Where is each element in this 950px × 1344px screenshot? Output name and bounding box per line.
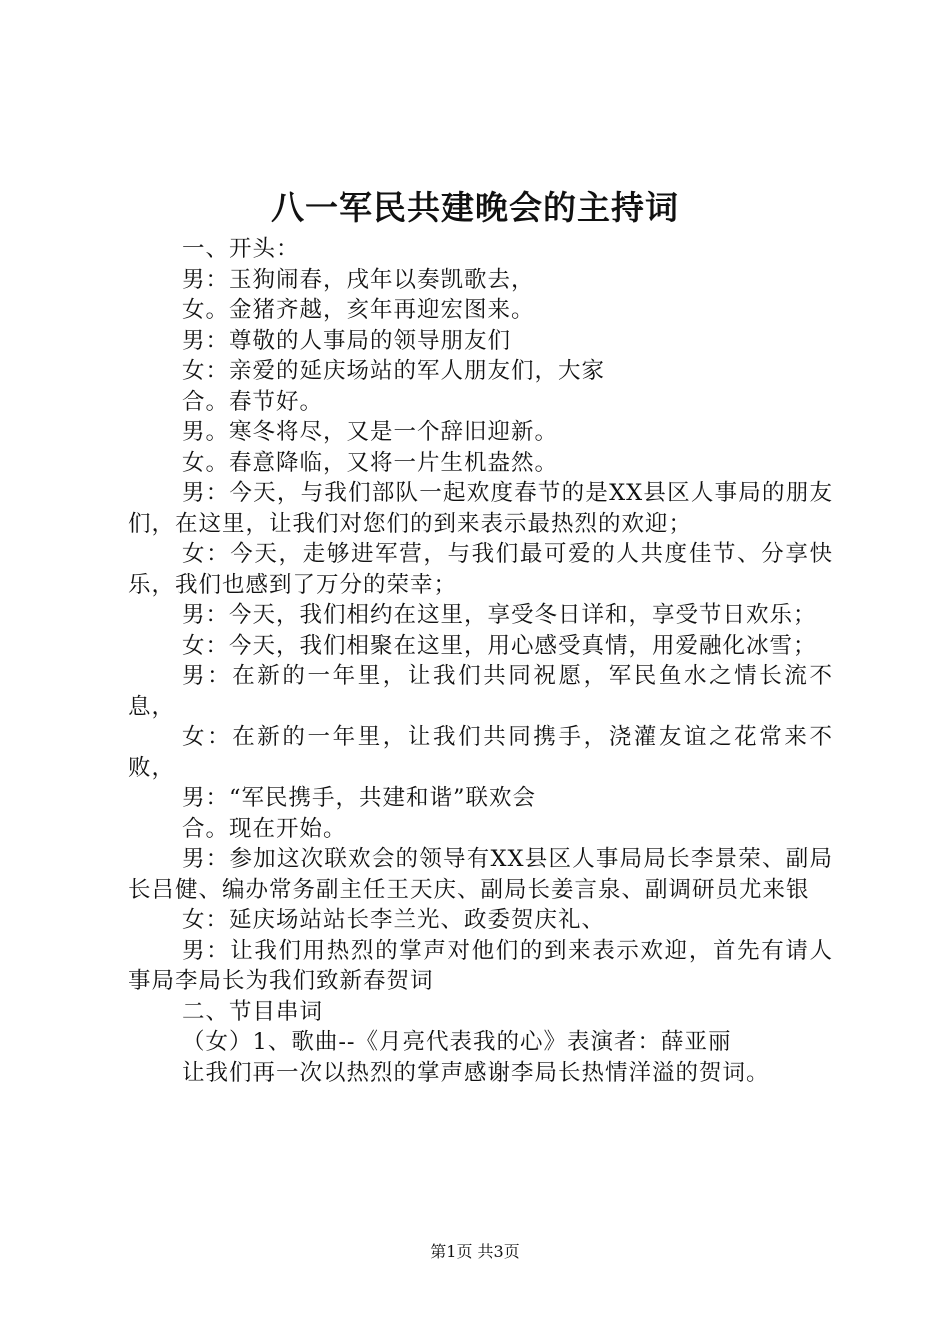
paragraph: 合。现在开始。 [182, 815, 347, 842]
paragraph: 男：今天，我们相约在这里，享受冬日详和，享受节日欢乐； [182, 602, 817, 628]
paragraph: 女。金猪齐越，亥年再迎宏图来。 [182, 297, 535, 323]
paragraph: 男：参加这次联欢会的领导有XX县区人事局局长李景荣、副局长吕健、编办常务副主任王天庆、副局长姜言泉、副调研员尤来银 [128, 846, 833, 903]
paragraph: 男：尊敬的人事局的领导朋友们 [182, 327, 512, 354]
paragraph: 男：在新的一年里，让我们共同祝愿，军民鱼水之情长流不息， [128, 663, 833, 720]
document-body [128, 234, 833, 1088]
paragraph: 让我们再一次以热烈的掌声感谢李局长热情洋溢的贺词。 [182, 1059, 770, 1086]
paragraph: 男：玉狗闹春，戌年以奏凯歌去， [182, 266, 535, 293]
paragraph: 男。寒冬将尽，又是一个辞旧迎新。 [182, 419, 559, 445]
paragraph: 二、节目串词 [182, 998, 324, 1025]
paragraph: 女：今天，我们相聚在这里，用心感受真情，用爱融化冰雪； [182, 632, 817, 659]
document-title: 八一军民共建晚会的主持词 [271, 188, 679, 227]
paragraph: 女。春意降临，又将一片生机盎然。 [182, 449, 559, 476]
paragraph: 女：在新的一年里，让我们共同携手，浇灌友谊之花常来不败， [128, 724, 833, 781]
paragraph: 女：亲爱的延庆场站的军人朋友们，大家 [182, 358, 606, 384]
paragraph: （女）1、歌曲--《月亮代表我的心》表演者：薛亚丽 [182, 1029, 732, 1055]
paragraph: 女：延庆场站站长李兰光、政委贺庆礼、 [182, 907, 606, 933]
paragraph: 女：今天，走够进军营，与我们最可爱的人共度佳节、分享快乐，我们也感到了万分的荣幸； [128, 541, 833, 598]
paragraph: 男：今天，与我们部队一起欢度春节的是XX县区人事局的朋友们，在这里，让我们对您们的到来表示最热烈的欢迎； [128, 480, 833, 537]
paragraph: 男：让我们用热烈的掌声对他们的到来表示欢迎，首先有请人事局李局长为我们致新春贺词 [128, 937, 833, 994]
paragraph: 合。春节好。 [182, 388, 324, 415]
paragraph: 男：“军民携手，共建和谐”联欢会 [182, 785, 537, 811]
paragraph: 一、开头： [182, 236, 300, 262]
page-footer: 第1页 共3页 [430, 1242, 520, 1261]
